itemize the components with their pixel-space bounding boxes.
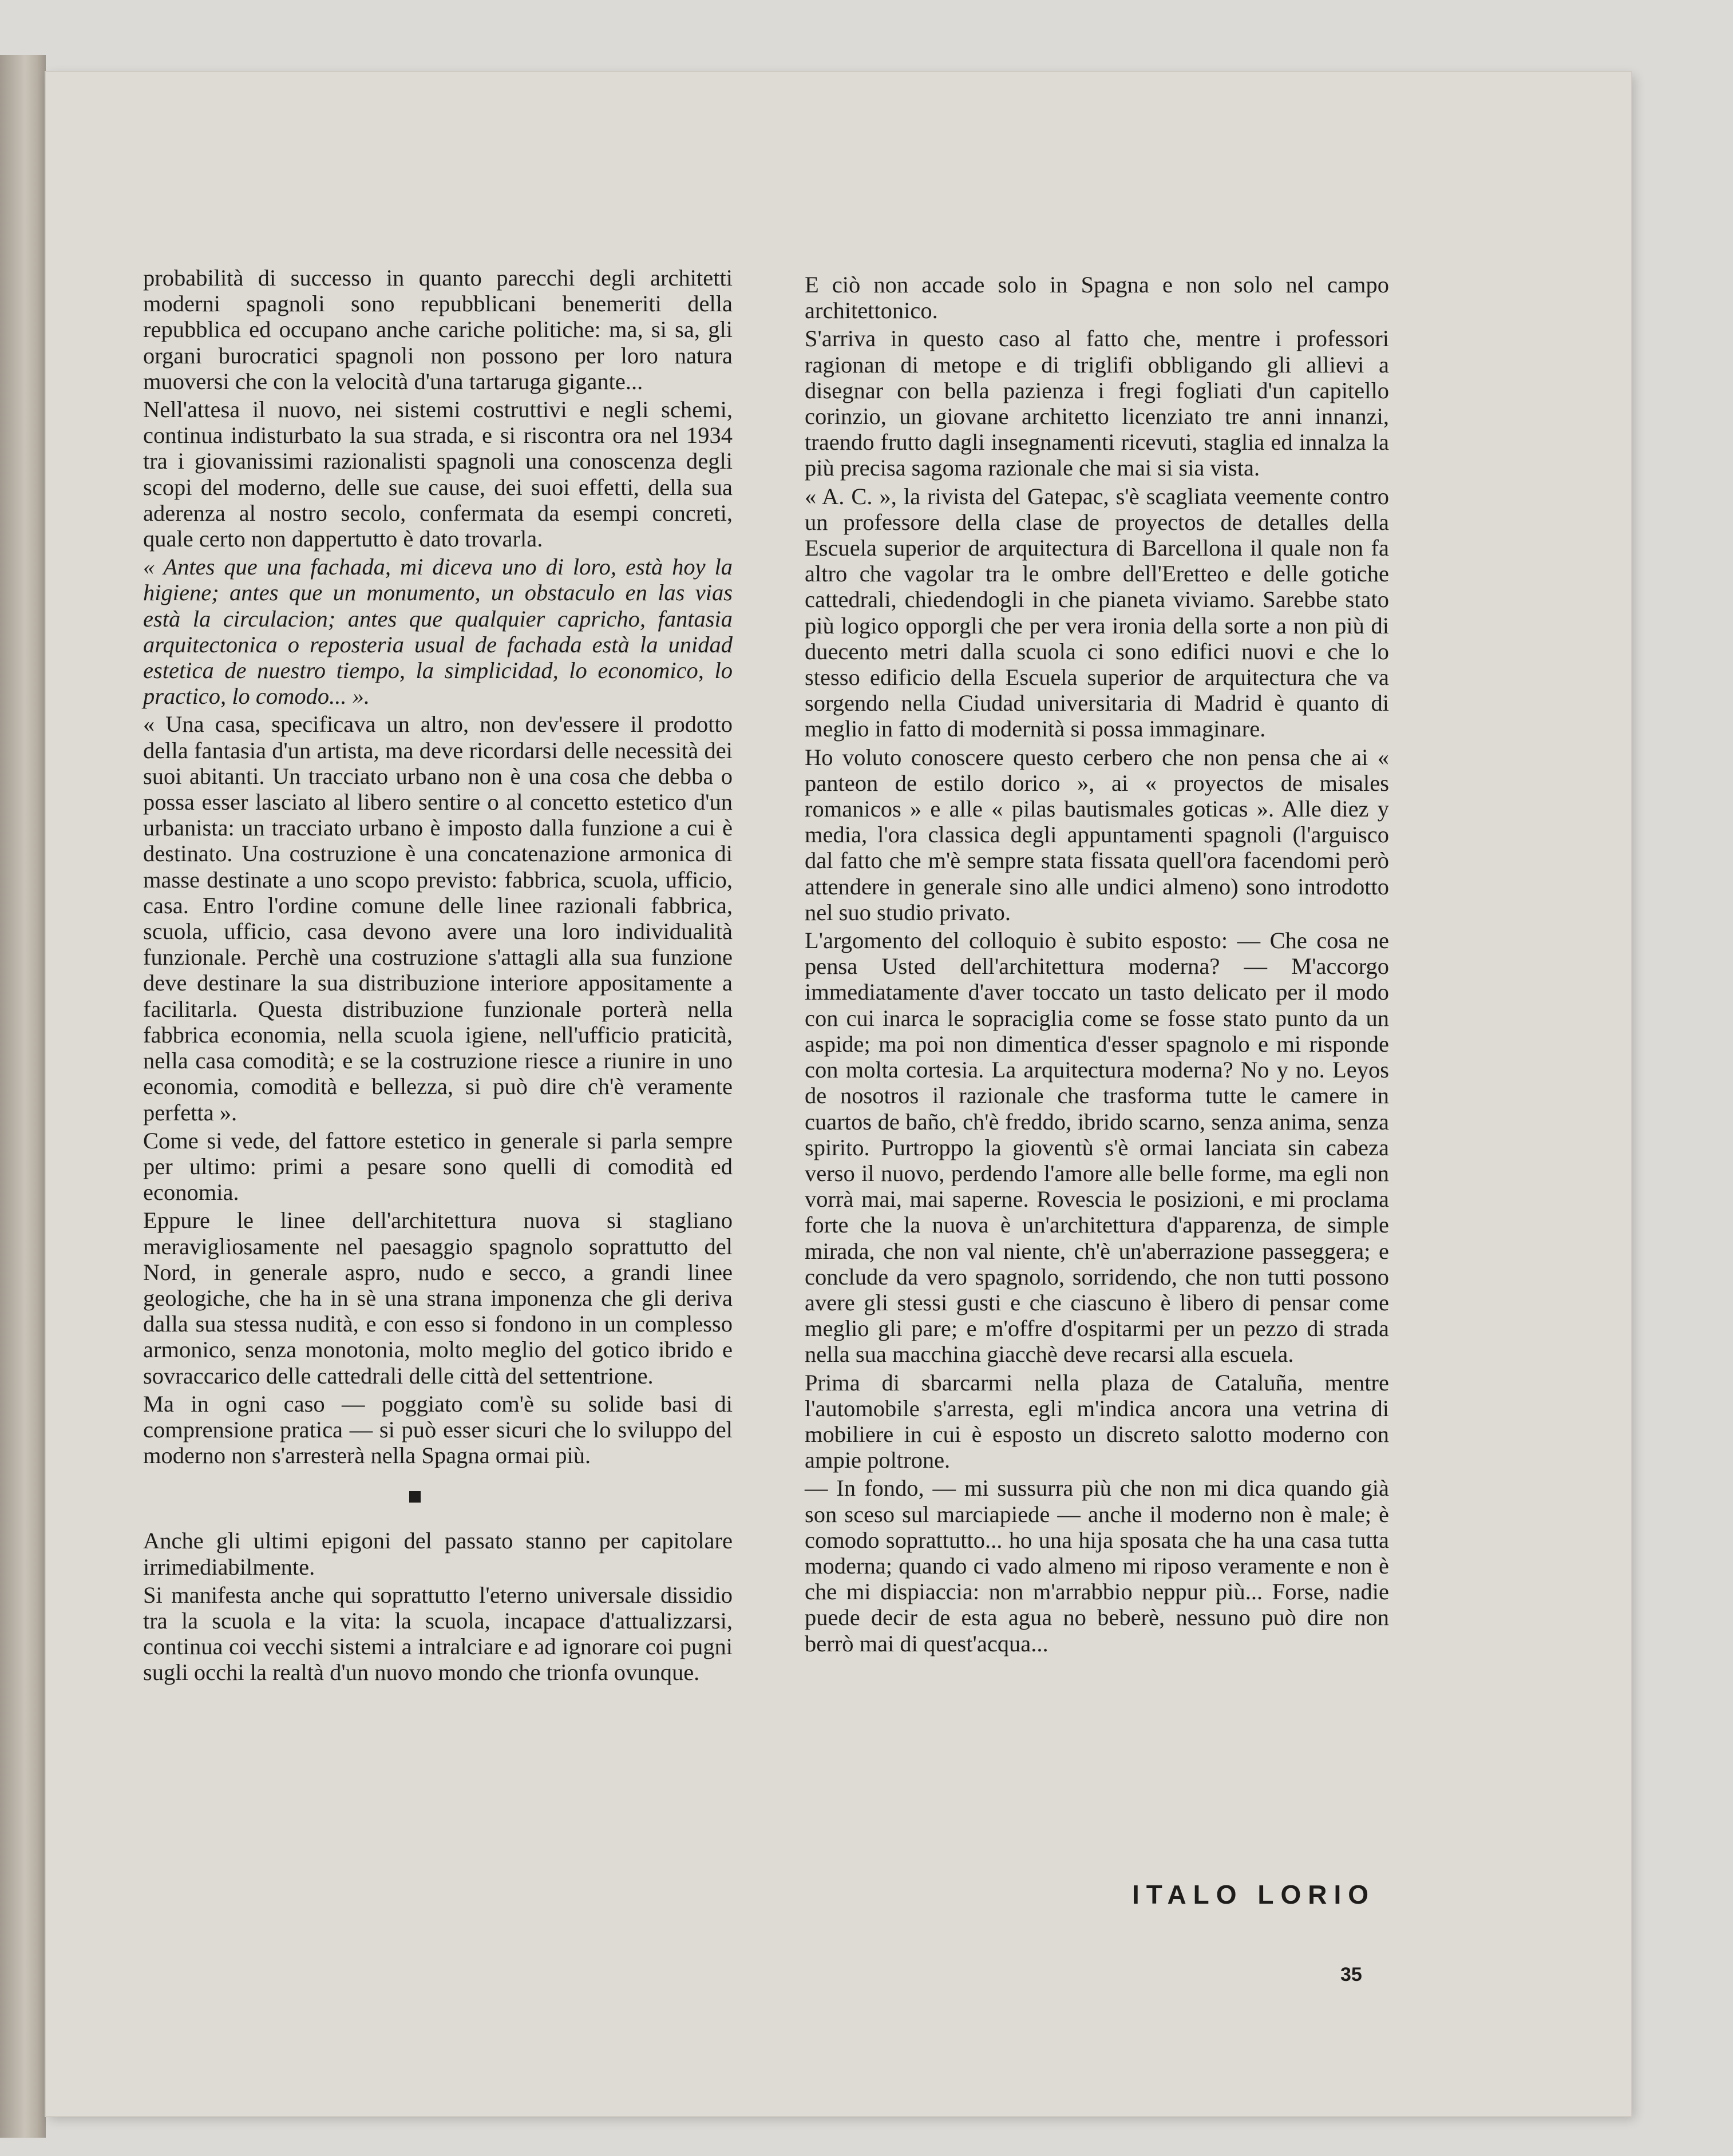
author-signature: ITALO LORIO bbox=[1132, 1880, 1376, 1909]
page-number: 35 bbox=[1340, 1964, 1362, 1985]
left-paragraph-2: Nell'attesa il nuovo, nei sistemi costruttivi e negli schemi, continua indisturbato la sua strada, e si riscontra ora nel 1934 tra i giovanissimi razionalisti spagnoli una conoscenza degli scopi del moderno, delle sue cause, dei suoi effetti, della sua aderenza al nostro secolo, confermata da esempi concreti, quale certo non dappertutto è dato trovarla. bbox=[143, 397, 733, 552]
scan-binding-edge bbox=[0, 55, 46, 2138]
magazine-page bbox=[46, 72, 1631, 2116]
left-paragraph-4-quote: « Una casa, specificava un altro, non dev'essere il prodotto della fantasia d'un artista, ma deve ricordarsi delle necessità dei suoi abitanti. Un tracciato urbano non è una cosa che debba o possa esser lasciato al libero sentire o al concetto estetico d'un urbanista: un tracciato urbano è imposto dalla funzione a cui è destinato. Una costruzione è una concatenazione armonica di masse destinate a uno scopo previsto: fabbrica, scuola, ufficio, casa. Entro l'ordine comune delle linee razionali fabbrica, scuola, ufficio, casa devono avere una loro individualità funzionale. Perchè una costruzione s'attagli alla sua funzione deve destinare la sua distribuzione interiore appositamente a facilitarla. Questa distribuzione funzionale porterà nella fabbrica economia, nella scuola igiene, nell'ufficio praticità, nella casa comodità; e se la costruzione riesce a riunire in uno economia, comodità e bellezza, si può dire ch'è veramente perfetta ». bbox=[143, 711, 733, 1125]
right-paragraph-1: E ciò non accade solo in Spagna e non solo nel campo architettonico. bbox=[805, 272, 1389, 324]
right-paragraph-2: S'arriva in questo caso al fatto che, mentre i professori ragionan di metope e di triglifi obbligando gli allievi a disegnar con bella pazienza i fregi fogliati d'un capitello corinzio, un giovane architetto licenziato tre anni innanzi, traendo frutto dagli insegnamenti ricevuti, staglia ed innalza la più precisa sagoma razionale che mai si sia vista. bbox=[805, 326, 1389, 481]
left-paragraph-7: Ma in ogni caso — poggiato com'è su solide basi di comprensione pratica — si può esser sicuri che lo sviluppo del moderno non s'arresterà nella Spagna ormai più. bbox=[143, 1390, 733, 1469]
left-paragraph-1: probabilità di successo in quanto parecchi degli architetti moderni spagnoli sono repubblicani benemeriti della repubblica ed occupano anche cariche politiche: ma, si sa, gli organi burocratici spagnoli non possono per loro natura muoversi che con la velocità d'una tartaruga gigante... bbox=[143, 265, 733, 394]
right-column bbox=[805, 272, 1389, 1659]
left-paragraph-8: Anche gli ultimi epigoni del passato stanno per capitolare irrimediabilmente. bbox=[143, 1528, 733, 1580]
left-paragraph-6: Eppure le linee dell'architettura nuova si stagliano meravigliosamente nel paesaggio spagnolo soprattutto del Nord, in generale aspro, nudo e secco, a grandi linee geologiche, che ha in sè una strana imponenza che gli deriva dalla sua stessa nudità, e con esso si fondono in un complesso armonico, senza monotonia, molto meglio del gotico ibrido e sovraccarico delle cattedrali delle città del settentrione. bbox=[143, 1207, 733, 1389]
right-paragraph-7: — In fondo, — mi sussurra più che non mi dica quando già son sceso sul marciapiede — anche il moderno non è male; è comodo soprattutto... ho una hija sposata che ha una casa tutta moderna; quando ci vado almeno mi riposo veramente e non è che mi dispiaccia: non m'arrabbio neppur più... Forse, nadie puede decir de esta agua no beberè, nessuno può dire non berrò mai di quest'acqua... bbox=[805, 1475, 1389, 1656]
section-divider-square bbox=[409, 1491, 421, 1503]
left-paragraph-5: Come si vede, del fattore estetico in generale si parla sempre per ultimo: primi a pesare sono quelli di comodità ed economia. bbox=[143, 1127, 733, 1206]
right-paragraph-4: Ho voluto conoscere questo cerbero che non pensa che ai « panteon de estilo dorico », ai « proyectos de misales romanicos » e alle « pilas bautismales goticas ». Alle diez y media, l'ora classica degli appuntamenti spagnoli (l'arguisco dal fatto che m'è sempre stata fissata quell'ora facendomi però attendere in generale sino alle undici almeno) sono introdotto nel suo studio privato. bbox=[805, 744, 1389, 925]
right-paragraph-5: L'argomento del colloquio è subito esposto: — Che cosa ne pensa Usted dell'architettura moderna? — M'accorgo immediatamente d'aver toccato un tasto delicato per il modo con cui inarca le sopraciglia come se fosse stato punto da un aspide; ma poi non dimentica d'esser spagnolo e mi risponde con molta cortesia. La arquitectura moderna? No y no. Leyos de nosotros il razionale che trasforma tutte le camere in cuartos de baño, ch'è freddo, ibrido scarno, senza anima, senza spirito. Purtroppo la gioventù s'è ormai lanciata sin cabeza verso il nuovo, perdendo l'amore alle belle forme, ma egli non vorrà mai, mai saperne. Rovescia le posizioni, e mi proclama forte che la nuova è un'architettura d'apparenza, de simple mirada, che non val niente, ch'è un'aberrazione passeggera; e conclude da vero spagnolo, sorridendo, che non tutti possono avere gli stessi gusti e che ciascuno è libero di pensar come meglio gli pare; e m'offre d'ospitarmi per un pezzo di strada nella sua macchina giacchè deve recarsi alla escuela. bbox=[805, 928, 1389, 1368]
left-column bbox=[143, 265, 733, 1688]
left-paragraph-9: Si manifesta anche qui soprattutto l'eterno universale dissidio tra la scuola e la vita: la scuola, incapace d'attualizzarsi, continua coi vecchi sistemi a intralciare e ad ignorare coi pugni sugli occhi la realtà d'un nuovo mondo che trionfa ovunque. bbox=[143, 1582, 733, 1686]
right-paragraph-3: « A. C. », la rivista del Gatepac, s'è scagliata veemente contro un professore della clase de proyectos de detalles della Escuela superior de arquitectura di Barcellona il quale non fa altro che vagolar tra le ombre dell'Eretteo e delle gotiche cattedrali, chiedendogli in che pianeta viviamo. Sarebbe stato più logico opporgli che per vera ironia della sorte a non più di duecento metri dalla scuola ci sono edifici nuovi e che lo stesso edificio della Escuela superior de arquitectura che va sorgendo nella Ciudad universitaria di Madrid è quanto di meglio in fatto di modernità si possa immaginare. bbox=[805, 483, 1389, 742]
left-paragraph-3-quote: « Antes que una fachada, mi diceva uno di loro, està hoy la higiene; antes que un monumento, un obstaculo en las vias està la circulacion; antes que qualquier capricho, fantasia arquitectonica o reposteria usual de fachada està la unidad estetica de nuestro tiempo, la simplicidad, lo economico, lo practico, lo comodo... ». bbox=[143, 554, 733, 710]
right-paragraph-6: Prima di sbarcarmi nella plaza de Cataluña, mentre l'automobile s'arresta, egli m'indica ancora una vetrina di mobiliere in cui è esposto un discreto salotto moderno con ampie poltrone. bbox=[805, 1369, 1389, 1473]
